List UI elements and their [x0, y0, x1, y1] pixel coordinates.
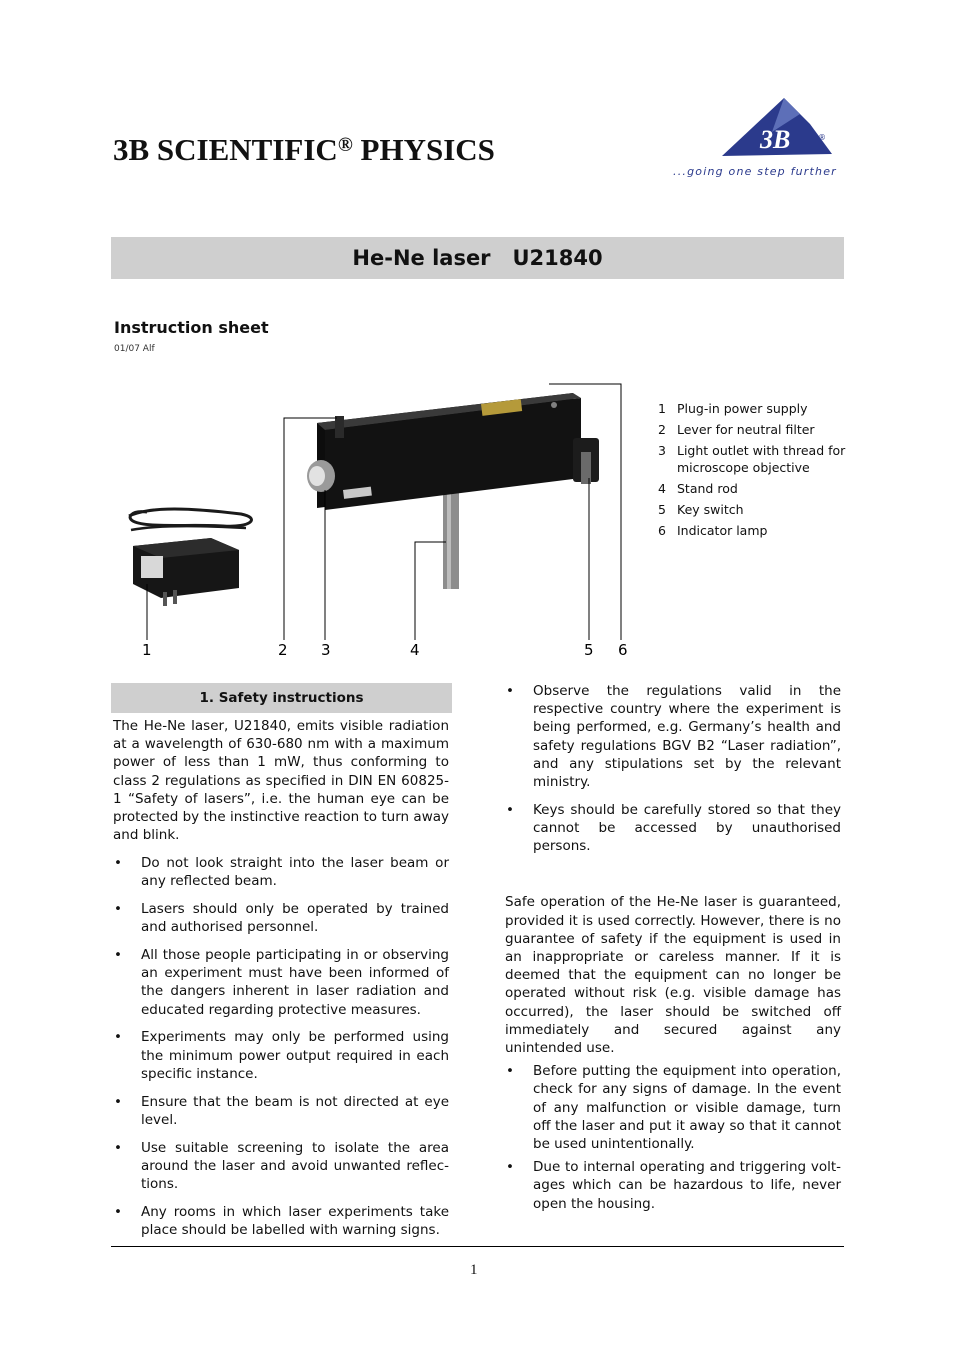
safety-bullet: • Any rooms in which laser experiments take place should be labelled with warning signs.	[113, 1203, 449, 1239]
product-title: He-Ne laser U21840	[352, 246, 603, 270]
safety-bullet: • All those people participating in or observing an experiment must have been informed of the dangers inherent in laser radiation and educated regarding protective measures.	[113, 946, 449, 1019]
instruction-heading: Instruction sheet	[114, 318, 269, 337]
logo-tagline: ...going one step further	[673, 165, 837, 178]
callout-2: 2	[278, 641, 288, 659]
safety-bullet: • Use suitable screening to isolate the area around the laser and avoid unwanted reflections.	[113, 1139, 449, 1194]
safety-bullet: • Keys should be carefully stored so that they cannot be accessed by unauthorised persons.	[505, 801, 841, 856]
part-label: Lever for neutral filter	[677, 422, 815, 437]
part-item	[658, 400, 858, 417]
part-label: Key switch	[677, 502, 744, 517]
safety-bullets-right-top	[505, 682, 841, 855]
callout-5: 5	[584, 641, 594, 659]
indicator-lamp-icon	[551, 402, 557, 408]
logo-text: 3B	[760, 125, 791, 154]
neutral-filter-lever-icon	[335, 416, 344, 438]
power-cable-icon	[129, 509, 251, 526]
part-number: 3	[658, 443, 666, 458]
safety-bullet: • Due to internal operating and triggering voltages which can be hazardous to life, never open the housing.	[505, 1158, 841, 1213]
brand-suffix: PHYSICS	[352, 132, 495, 167]
safety-bullet: • Observe the regulations valid in the respective country where the experiment is being performed, e.g. Germany’s health and safety regulations BGV B2 “Laser radiation”, and any stipulations set by the relevant ministry.	[505, 682, 841, 791]
safety-column-left	[113, 717, 449, 1239]
safety-heading: 1. Safety instructions	[111, 683, 452, 713]
safety-bullet: • Before putting the equipment into operation, check for any signs of damage. In the event of any malfunction or visible damage, turn off the laser and put it away so that it cannot be used unintentionally.	[505, 1062, 841, 1153]
part-item	[658, 421, 858, 438]
logo-registered-mark: ®	[818, 133, 826, 142]
part-item	[658, 522, 858, 539]
part-number: 1	[658, 401, 666, 416]
part-item	[658, 480, 858, 497]
callout-3: 3	[321, 641, 331, 659]
safety-bullet: • Lasers should only be operated by trained and authorised personnel.	[113, 900, 449, 936]
safety-intro: The He-Ne laser, U21840, emits visible radiation at a wavelength of 630-680 nm with a maximum power of less than 1 mW, thus conforming to class 2 regulations as specified in DIN EN 60825-1 “Safety of lasers”, i.e. the human eye can be protected by the instinctive reaction to turn away and blink.	[113, 718, 449, 844]
brand-title	[113, 132, 495, 168]
title-bar	[111, 237, 844, 279]
safety-bullets-left	[113, 854, 449, 1239]
safety-bullet: • Do not look straight into the laser beam or any reflected beam.	[113, 854, 449, 890]
part-label: Light outlet with thread for microscope objective	[677, 443, 846, 475]
part-number: 4	[658, 481, 666, 496]
part-item	[658, 501, 858, 518]
part-label: Stand rod	[677, 481, 738, 496]
power-supply-label-icon	[141, 556, 163, 578]
safety-bullet: • Experiments may only be performed using the minimum power output required in each specific instance.	[113, 1028, 449, 1083]
parts-list	[658, 400, 858, 543]
callout-6: 6	[618, 641, 628, 659]
part-item	[658, 442, 858, 476]
footer-rule	[111, 1246, 844, 1247]
part-label: Indicator lamp	[677, 523, 768, 538]
part-label: Plug-in power supply	[677, 401, 808, 416]
document-code: 01/07 Alf	[114, 344, 155, 354]
callout-4: 4	[410, 641, 420, 659]
part-number: 2	[658, 422, 666, 437]
part-number: 5	[658, 502, 666, 517]
safe-operation-paragraph: Safe operation of the He-Ne laser is guaranteed, provided it is used correctly. However, there is no guarantee of safety if the equipment is used in an inappropriate or careless manner. If it is deemed that the equipment can no longer be operated without risk (e.g. visible damage has occurred), the laser should be switched off immediately and secured against any unintended use.	[505, 894, 841, 1057]
page-number: 1	[470, 1262, 478, 1278]
part-number: 6	[658, 523, 666, 538]
safety-column-right	[505, 682, 841, 1213]
safety-bullet: • Ensure that the beam is not directed at eye level.	[113, 1093, 449, 1129]
laser-figure	[111, 378, 631, 668]
brand-name: 3B SCIENTIFIC	[113, 132, 338, 167]
callout-1: 1	[142, 641, 152, 659]
safety-bullets-right-bottom	[505, 1062, 841, 1213]
registered-mark: ®	[337, 134, 353, 156]
